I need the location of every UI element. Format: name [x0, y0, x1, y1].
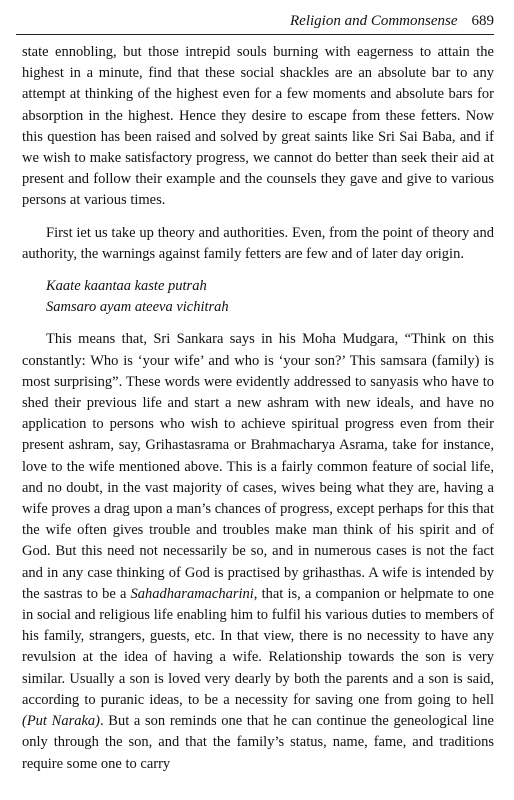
verse-line-2: Samsaro ayam ateeva vichitrah [46, 299, 229, 316]
running-title: Religion and Commonsense [290, 13, 458, 29]
term-put-naraka: (Put Naraka) [22, 713, 100, 730]
paragraph-sankara-part3: . But a son reminds one that he can continue the geneological line only through the son, and that the family’s status, name, fame, and traditions require some one to carry [22, 713, 494, 772]
paragraph-theory: First iet us take up theory and authorities. Even, from the point of theory and authority, the warnings against family fetters are few and of later day origin. [22, 224, 494, 262]
term-sahadharamacharini: Sahadharamacharini [130, 585, 254, 602]
page-number: 689 [471, 13, 494, 29]
paragraph-sankara-part1: This means that, Sri Sankara says in his Moha Mudgara, “Think on this constantly: Who is ‘your wife’ and who is ‘your son?’ This samsara (family) is most surprising”. These words were evidently addressed to sanyasis who have to shed their previous life and start a new ashram with new ideals, and have no application to persons who wish to achieve spiritual progress even from their present ashram, say, Grihastasrama or Brahmacharya Asrama, take for instance, love to the wife mentioned above. This is a fairly common feature of social life, and no doubt, in the vast majority of cases, wives being what they are, having a wife proves a drag upon a man’s chances of progress, except perhaps for this that the wife often gives trouble and troubles make man think of his spirit and of God. But this need not necessarily be so, and in numerous cases is not the fact and in any case thinking of God is practised by grihasthas. A wife is intended by the sastras to be a [22, 331, 494, 602]
page-header [16, 8, 494, 35]
paragraph-sankara-part2: , that is, a companion or helpmate to one in social and religious life enabling him to fulfil his various duties to members of his family, strangers, guests, etc. In that view, there is no necessity to have any revulsion at the idea of having a wife. Relationship towards the son is very similar. Usually a son is loved very dearly by both the parents and a son is said, according to puranic ideas, to be a necessity for saving one from going to hell [22, 585, 494, 708]
verse-line-1: Kaate kaantaa kaste putrah [46, 278, 207, 295]
sanskrit-verse [46, 276, 494, 318]
body-text [22, 42, 494, 786]
paragraph-sankara [22, 329, 494, 774]
paragraph-continuation: state ennobling, but those intrepid souls burning with eagerness to attain the highest in a minute, find that these social shackles are an absolute bar to any attempt at thinking of the highest even for a few moments and absolute bars for absorption in the highest. Hence they desire to escape from these fetters. Now this question has been raised and solved by great saints like Sri Sai Baba, and if we wish to make satisfactory progress, we cannot do better than seek their aid at present and follow their example and the counsels they gave and give to various persons at various times. [22, 44, 494, 209]
